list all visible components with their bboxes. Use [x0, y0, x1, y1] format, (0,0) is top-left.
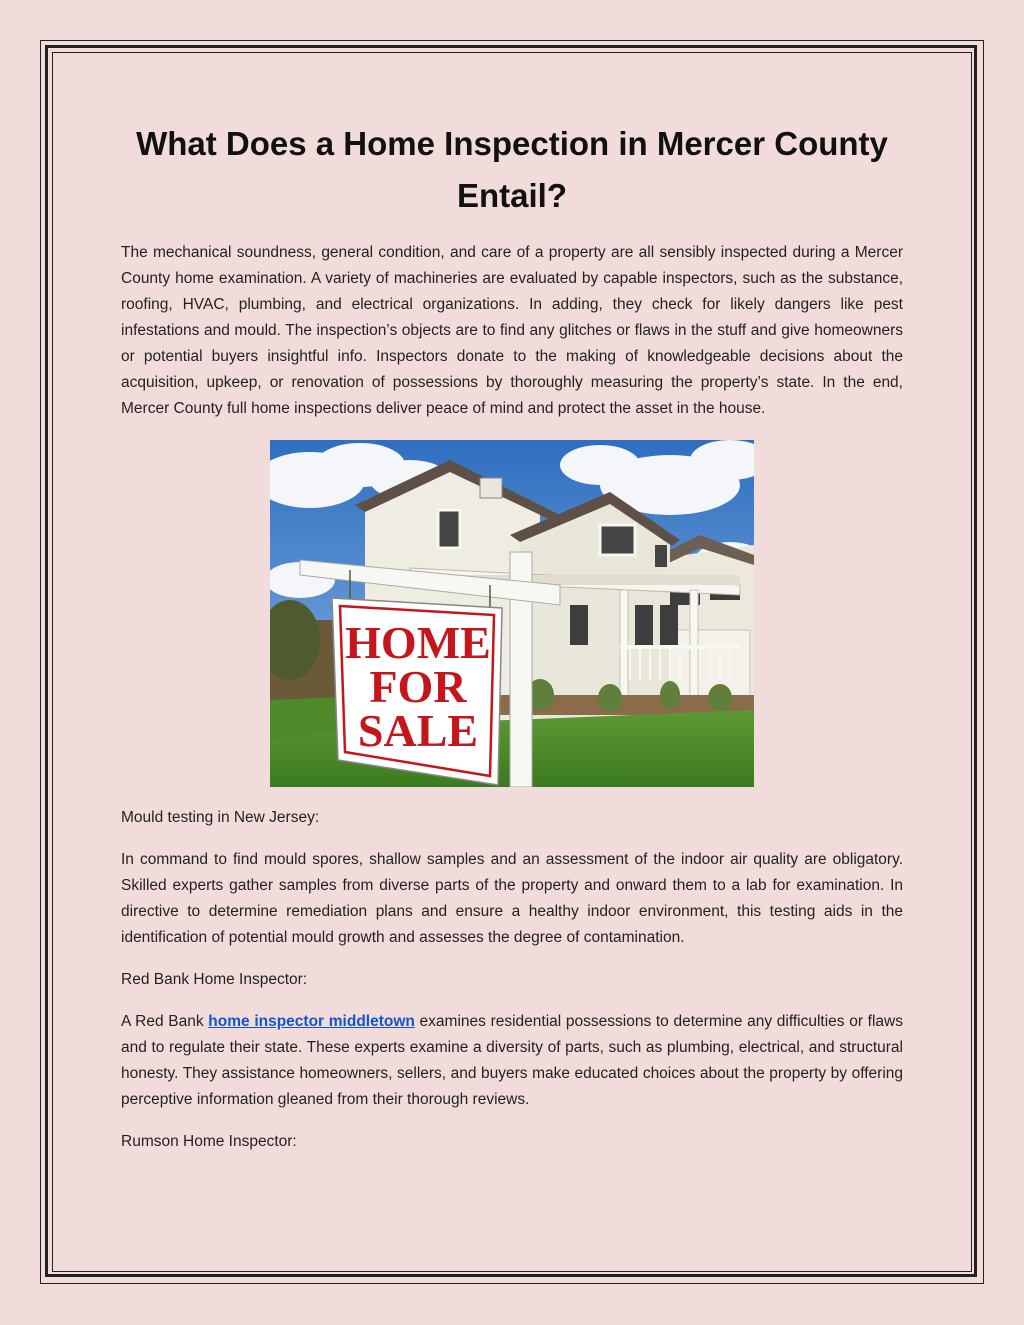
sign-line-home: HOME — [345, 617, 491, 668]
intro-paragraph: The mechanical soundness, general condition, and care of a property are all sensibly inspected during a Mercer County home examination. A variety of machineries are evaluated by capable inspectors, such as the substance, roofing, HVAC, plumbing, and electrical organizations. In adding, they check for likely dangers like pest infestations and mould. The inspection’s objects are to find any glitches or flaws in the stuff and give homeowners or potential buyers insightful info. Inspectors donate to the making of knowledgeable decisions about the acquisition, upkeep, or renovation of possessions by thoroughly measuring the property’s state. In the end, Mercer County full home inspections deliver peace of mind and protect the asset in the house. — [121, 244, 903, 417]
sign-line-for: FOR — [369, 661, 467, 712]
redbank-heading: Red Bank Home Inspector: — [121, 971, 308, 988]
rumson-heading: Rumson Home Inspector: — [121, 1133, 297, 1150]
page-title: What Does a Home Inspection in Mercer County Entail? — [136, 125, 888, 214]
sign-line-sale: SALE — [357, 705, 479, 756]
mould-paragraph: In command to find mould spores, shallow samples and an assessment of the indoor air quality are obligatory. Skilled experts gather samples from diverse parts of the property and onward them to a lab for examination. In directive to determine remediation plans and ensure a healthy indoor environment, this testing aids in the identification of potential mould growth and assesses the degree of contamination. — [121, 851, 903, 946]
redbank-paragraph — [121, 1009, 903, 1113]
mould-heading: Mould testing in New Jersey: — [121, 809, 320, 826]
redbank-text-prefix: A Red Bank — [121, 1013, 209, 1030]
home-inspector-middletown-link[interactable]: home inspector middletown — [208, 1013, 415, 1030]
redbank-text-suffix: examines residential possessions to determine any difficulties or flaws and to regulate their state. These experts examine a diversity of parts, such as plumbing, electrical, and structural honesty. They assistance homeowners, sellers, and buyers make educated choices about the property by offering perceptive information gleaned from their thorough reviews. — [121, 1013, 903, 1108]
document-body — [121, 118, 903, 1155]
house-for-sale-photo — [270, 440, 754, 787]
